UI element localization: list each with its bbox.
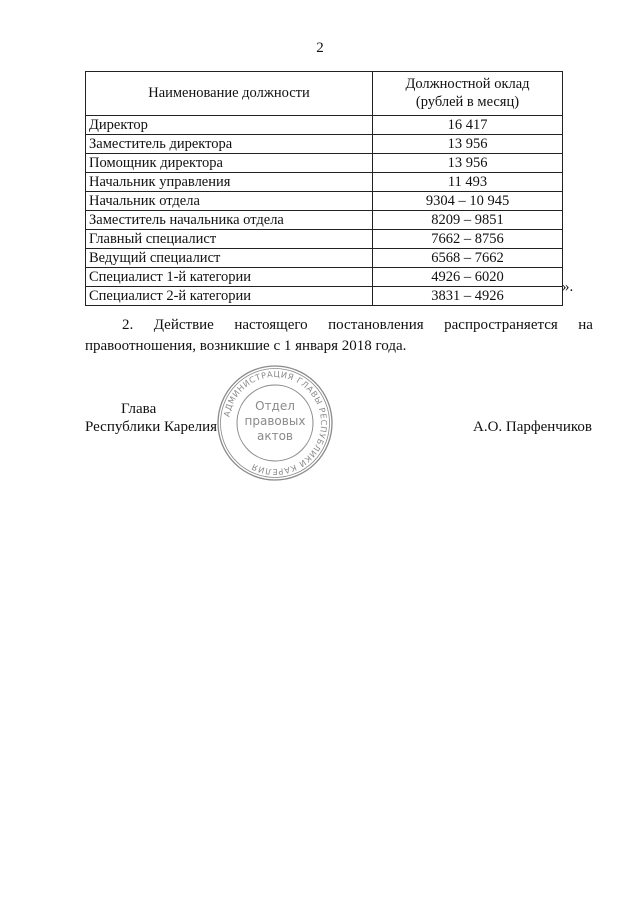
paragraph-word: 2. <box>122 317 134 333</box>
row-salary: 7662 – 8756 <box>373 230 563 249</box>
table-row <box>86 173 563 192</box>
row-position: Специалист 1-й категории <box>86 268 373 287</box>
closing-quote: ». <box>562 279 574 295</box>
header-salary-line2: (рублей в месяц) <box>415 94 520 110</box>
paragraph-word: настоящего <box>234 317 308 333</box>
signature-region: Республики Карелия <box>85 419 218 435</box>
row-salary: 9304 – 10 945 <box>373 192 563 211</box>
stamp-ring-textpath: АДМИНИСТРАЦИЯ ГЛАВЫ РЕСПУБЛИКИ КАРЕЛИЯ <box>221 368 330 478</box>
paragraph-line-2: правоотношения, возникшие с 1 января 2018 года. <box>85 338 407 354</box>
header-position-label: Наименование должности <box>148 85 310 101</box>
row-salary: 6568 – 7662 <box>373 249 563 268</box>
signature-name: А.О. Парфенчиков <box>473 419 592 435</box>
table-row <box>86 192 563 211</box>
paragraph-word: распространяется <box>444 317 558 333</box>
row-salary: 3831 – 4926 <box>373 287 563 306</box>
paragraph-line-1 <box>85 315 593 336</box>
table-header-row <box>86 72 563 116</box>
row-position: Помощник директора <box>86 154 373 173</box>
row-position: Директор <box>86 116 373 135</box>
row-salary: 16 417 <box>373 116 563 135</box>
row-salary: 11 493 <box>373 173 563 192</box>
row-salary: 4926 – 6020 <box>373 268 563 287</box>
row-salary: 13 956 <box>373 135 563 154</box>
table-row <box>86 211 563 230</box>
signature-title: Глава <box>121 401 157 417</box>
table-row <box>86 135 563 154</box>
table-row <box>86 268 563 287</box>
salary-table <box>85 71 563 306</box>
row-position: Начальник управления <box>86 173 373 192</box>
paragraph-2 <box>85 315 593 357</box>
table-row <box>86 230 563 249</box>
row-position: Ведущий специалист <box>86 249 373 268</box>
table-row <box>86 287 563 306</box>
table-row <box>86 154 563 173</box>
row-position: Главный специалист <box>86 230 373 249</box>
header-salary-line1: Должностной оклад <box>405 76 530 92</box>
paragraph-word: постановления <box>328 317 424 333</box>
page-number: 2 <box>316 40 324 56</box>
stamp-line-2: правовых <box>244 414 306 428</box>
row-salary: 13 956 <box>373 154 563 173</box>
table-row <box>86 116 563 135</box>
header-salary <box>373 72 563 116</box>
stamp-line-1: Отдел <box>255 399 295 413</box>
row-position: Заместитель начальника отдела <box>86 211 373 230</box>
official-stamp <box>216 364 334 482</box>
row-position: Заместитель директора <box>86 135 373 154</box>
table-row <box>86 249 563 268</box>
row-position: Специалист 2-й категории <box>86 287 373 306</box>
paragraph-word: Действие <box>153 317 214 333</box>
row-position: Начальник отдела <box>86 192 373 211</box>
paragraph-word: на <box>578 317 593 333</box>
header-position <box>86 72 373 116</box>
row-salary: 8209 – 9851 <box>373 211 563 230</box>
stamp-line-3: актов <box>256 429 294 443</box>
